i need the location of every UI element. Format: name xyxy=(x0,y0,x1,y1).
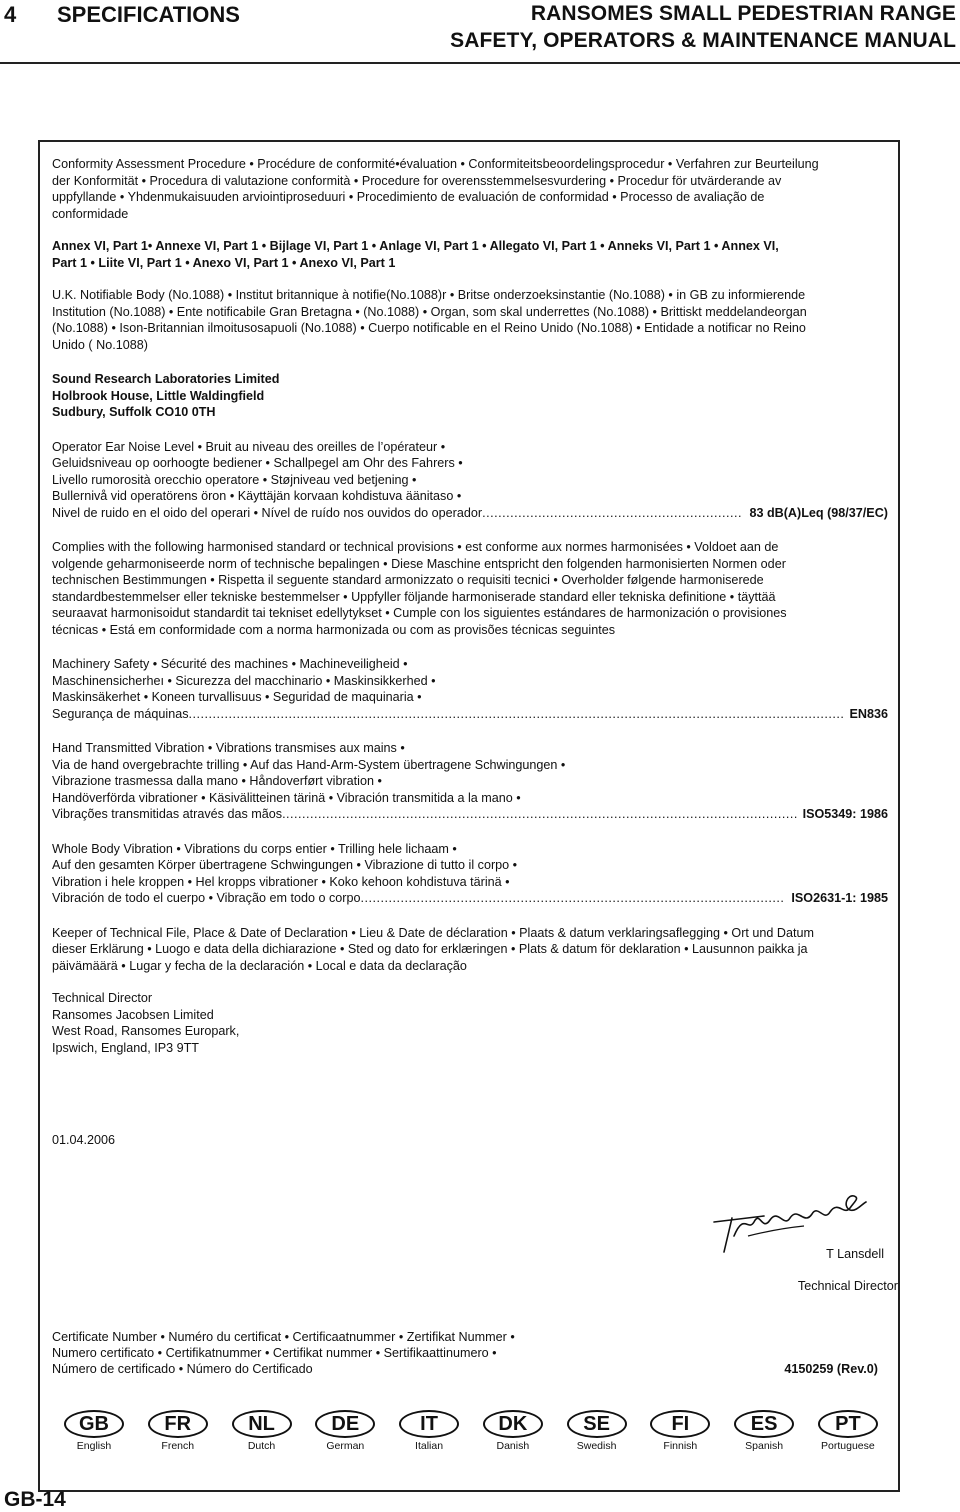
text-line: Holbrook House, Little Waldingfield xyxy=(52,388,265,403)
text-line: técnicas • Está em conformidade com a norma harmonizada ou com as provisões técnicas seguintes xyxy=(52,622,616,637)
dot-leader xyxy=(482,505,743,522)
language-badge-dk xyxy=(473,1410,553,1452)
signatory-title: Technical Director xyxy=(797,1279,898,1293)
text-line: dieser Erklärung • Luogo e data della dichiarazione • Sted og dato for erklæringen • Plats & datum för deklaration • Lausunnon paikka ja xyxy=(52,942,808,956)
text-line: uppfyllande • Yhdenmukaisuuden arviointiproseduuri • Procedimiento de evaluación de conformidad • Processo de avaliação de xyxy=(52,190,765,204)
text-line: Hand Transmitted Vibration • Vibrations transmises aux mains • xyxy=(52,741,405,755)
conformity-procedure xyxy=(52,156,888,222)
machinery-safety-row xyxy=(52,706,888,723)
language-code: DK xyxy=(483,1410,543,1438)
language-code: FI xyxy=(650,1410,710,1438)
signatory-name: T Lansdell xyxy=(826,1247,884,1261)
section-number: 4 xyxy=(4,2,17,27)
language-name: Swedish xyxy=(576,1440,617,1452)
language-name: Spanish xyxy=(745,1440,784,1452)
language-badge-gb xyxy=(54,1410,134,1452)
declaration-date: 01.04.2006 xyxy=(52,1133,116,1147)
text-line: Ipswich, England, IP3 9TT xyxy=(52,1040,199,1055)
machinery-safety-value: EN836 xyxy=(849,706,888,721)
certificate-label: Número de certificado • Número do Certificado xyxy=(52,1362,313,1376)
text-line: Via de hand overgebrachte trilling • Auf das Hand-Arm-System übertragene Schwingungen • xyxy=(52,757,566,772)
text-line: Complies with the following harmonised standard or technical provisions • est conforme aux normes harmonisées • Voldoet aan de xyxy=(52,540,779,554)
annex-reference xyxy=(52,238,888,271)
page-number: GB-14 xyxy=(4,1488,66,1511)
hand-vibration-label: Vibrações transmitidas através das mãos xyxy=(52,807,283,821)
text-line: U.K. Notifiable Body (No.1088) • Institut britannique à notifie(No.1088)r • Britse onderzoeksinstantie (No.1088) • in GB zu informierende xyxy=(52,288,806,302)
text-line: volgende geharmoniseerde norm of technische bepalingen • Diese Maschine entspricht den folgenden harmonisierten Normen oder xyxy=(52,556,786,571)
body-vibration xyxy=(52,841,888,907)
text-line: Whole Body Vibration • Vibrations du corps entier • Trilling hele lichaam • xyxy=(52,841,457,856)
text-line: Institution (No.1088) • Ente notificabile Gran Bretagna • (No.1088) • Organ, som skal underrettes (No.1088) • Brittiskt meddelandeorgan xyxy=(52,304,807,319)
language-badge-se xyxy=(557,1410,637,1452)
noise-level xyxy=(52,439,888,522)
text-line: Maskinsäkerhet • Koneen turvallisuus • Seguridad de maquinaria • xyxy=(52,690,422,704)
declaration-box xyxy=(38,140,900,1492)
text-line: Unido ( No.1088) xyxy=(52,337,148,352)
text-line: päivämäärä • Lugar y fecha de la declaración • Local e data da declaração xyxy=(52,958,467,973)
text-line: Operator Ear Noise Level • Bruit au niveau des oreilles de l’opérateur • xyxy=(52,439,446,454)
text-line: Sound Research Laboratories Limited xyxy=(52,372,280,386)
text-line: Technical Director xyxy=(52,991,153,1005)
language-name: Dutch xyxy=(247,1440,276,1452)
noise-level-label: Nivel de ruido en el oido del operari • Nível de ruído nos ouvidos do operador xyxy=(52,505,483,520)
hand-vibration xyxy=(52,740,888,823)
certificate-row xyxy=(52,1361,888,1377)
text-line: conformidade xyxy=(52,206,129,221)
language-name: German xyxy=(326,1440,365,1452)
section-title: SPECIFICATIONS xyxy=(57,2,240,27)
text-line: (No.1088) • Ison-Britannian ilmoitusosapuoli (No.1088) • Cuerpo notificable en el Reino Unido (No.1088) • Entidade a notificar no Reino xyxy=(52,321,806,335)
header-rule xyxy=(0,62,960,64)
text-line: Bullernivå vid operatörens öron • Käyttäjän korvaan kohdistuva äänitaso • xyxy=(52,489,462,503)
machinery-safety-label: Segurança de máquinas xyxy=(52,706,189,721)
harmonised-standards xyxy=(52,539,888,638)
text-line: Auf den gesamten Körper übertragene Schwingungen • Vibrazione di tutto il corpo • xyxy=(52,858,518,872)
text-line: Handöverförda vibrationer • Käsivälitteinen tärinä • Vibración transmitida a la mano • xyxy=(52,790,521,805)
language-name: Danish xyxy=(496,1440,530,1452)
keeper-of-file xyxy=(52,925,888,975)
language-badge-es xyxy=(724,1410,804,1452)
company-address xyxy=(52,990,888,1056)
language-code: PT xyxy=(818,1410,878,1438)
certificate-value: 4150259 (Rev.0) xyxy=(784,1362,878,1376)
text-line: Part 1 • Liite VI, Part 1 • Anexo VI, Part 1 • Anexo VI, Part 1 xyxy=(52,255,396,270)
language-badge-nl xyxy=(222,1410,302,1452)
hand-vibration-value: ISO5349: 1986 xyxy=(802,807,888,821)
text-line: Livello rumorosità orecchio operatore • Støjniveau ved betjening • xyxy=(52,472,417,487)
text-line: Vibration i hele kroppen • Hel kropps vibrationer • Koko kehoon kohdistuva tärinä • xyxy=(52,874,510,889)
language-name: French xyxy=(161,1440,195,1452)
text-line: Geluidsniveau op oorhoogte bediener • Schallpegel am Ohr des Fahrers • xyxy=(52,456,463,470)
text-line: Vibrazione trasmessa dalla mano • Håndoverført vibration • xyxy=(52,774,382,788)
language-code: NL xyxy=(232,1410,292,1438)
declaration-content xyxy=(52,156,888,1149)
text-line: West Road, Ransomes Europark, xyxy=(52,1024,240,1038)
language-badges xyxy=(54,1410,888,1452)
dot-leader xyxy=(361,890,786,907)
manual-title-line1: RANSOMES SMALL PEDESTRIAN RANGE xyxy=(530,2,956,25)
notified-body xyxy=(52,287,888,353)
text-line: Machinery Safety • Sécurité des machines • Machineveiligheid • xyxy=(52,657,408,671)
body-vibration-label: Vibración de todo el cuerpo • Vibração em todo o corpo xyxy=(52,891,361,905)
language-badge-pt xyxy=(808,1410,888,1452)
hand-vibration-row xyxy=(52,806,888,823)
language-code: GB xyxy=(64,1410,124,1438)
language-badge-fi xyxy=(640,1410,720,1452)
laboratory-address xyxy=(52,371,888,421)
text-line: Sudbury, Suffolk CO10 0TH xyxy=(52,405,216,419)
text-line: technischen Bestimmungen • Rispetta il seguente standard armonizzato o requisiti tecnici • Overholder følgende harmoniserede xyxy=(52,573,764,587)
text-line: Certificate Number • Numéro du certificat • Certificaatnummer • Zertifikat Nummer • xyxy=(52,1330,515,1344)
language-code: DE xyxy=(315,1410,375,1438)
text-line: Numero certificato • Certifikatnummer • Certifikat nummer • Sertifikaattinumero • xyxy=(52,1346,497,1360)
dot-leader xyxy=(189,706,844,723)
language-badge-fr xyxy=(138,1410,218,1452)
language-code: SE xyxy=(567,1410,627,1438)
body-vibration-row xyxy=(52,890,888,907)
machinery-safety xyxy=(52,656,888,722)
text-line: Ransomes Jacobsen Limited xyxy=(52,1007,214,1022)
noise-level-row xyxy=(52,505,888,522)
text-line: standardbestemmelser eller tekniske bestemmelser • Uppfyller följande harmoniserade standard eller tekniska definitione • täyttää xyxy=(52,589,776,604)
text-line: seuraavat harmonisoidut standardit tai tekniset edellytykset • Cumple con los siguientes estándares de harmonización o provisiones xyxy=(52,606,787,620)
language-name: English xyxy=(76,1440,112,1452)
text-line: Keeper of Technical File, Place & Date of Declaration • Lieu & Date de déclaration • Plaats & datum verklaringsaflegging • Ort und Datum xyxy=(52,925,815,940)
language-badge-it xyxy=(389,1410,469,1452)
language-code: IT xyxy=(399,1410,459,1438)
text-line: Conformity Assessment Procedure • Procédure de conformité•évaluation • Conformiteitsbeoordelingsprocedur • Verfahren zur Beurteilung xyxy=(52,157,819,171)
manual-title-line2: SAFETY, OPERATORS & MAINTENANCE MANUAL xyxy=(450,29,956,52)
language-badge-de xyxy=(305,1410,385,1452)
text-line: der Konformität • Procedura di valutazione conformità • Procedure for overensstemmelsesvurdering • Procedur för utvärderande av xyxy=(52,173,782,188)
language-name: Italian xyxy=(415,1440,444,1452)
dot-leader xyxy=(282,806,797,823)
text-line: Maschinensicherheı • Sicurezza del macchinario • Maskinsikkerhed • xyxy=(52,673,436,688)
language-name: Portuguese xyxy=(821,1440,875,1452)
text-line: Annex VI, Part 1• Annexe VI, Part 1 • Bijlage VI, Part 1 • Anlage VI, Part 1 • Allegato VI, Part 1 • Anneks VI, Part 1 • Annex VI, xyxy=(52,239,779,253)
body-vibration-value: ISO2631-1: 1985 xyxy=(791,891,888,905)
language-name: Finnish xyxy=(663,1440,698,1452)
language-code: ES xyxy=(734,1410,794,1438)
language-code: FR xyxy=(148,1410,208,1438)
certificate-number xyxy=(52,1329,888,1377)
noise-level-value: 83 dB(A)Leq (98/37/EC) xyxy=(749,505,888,520)
